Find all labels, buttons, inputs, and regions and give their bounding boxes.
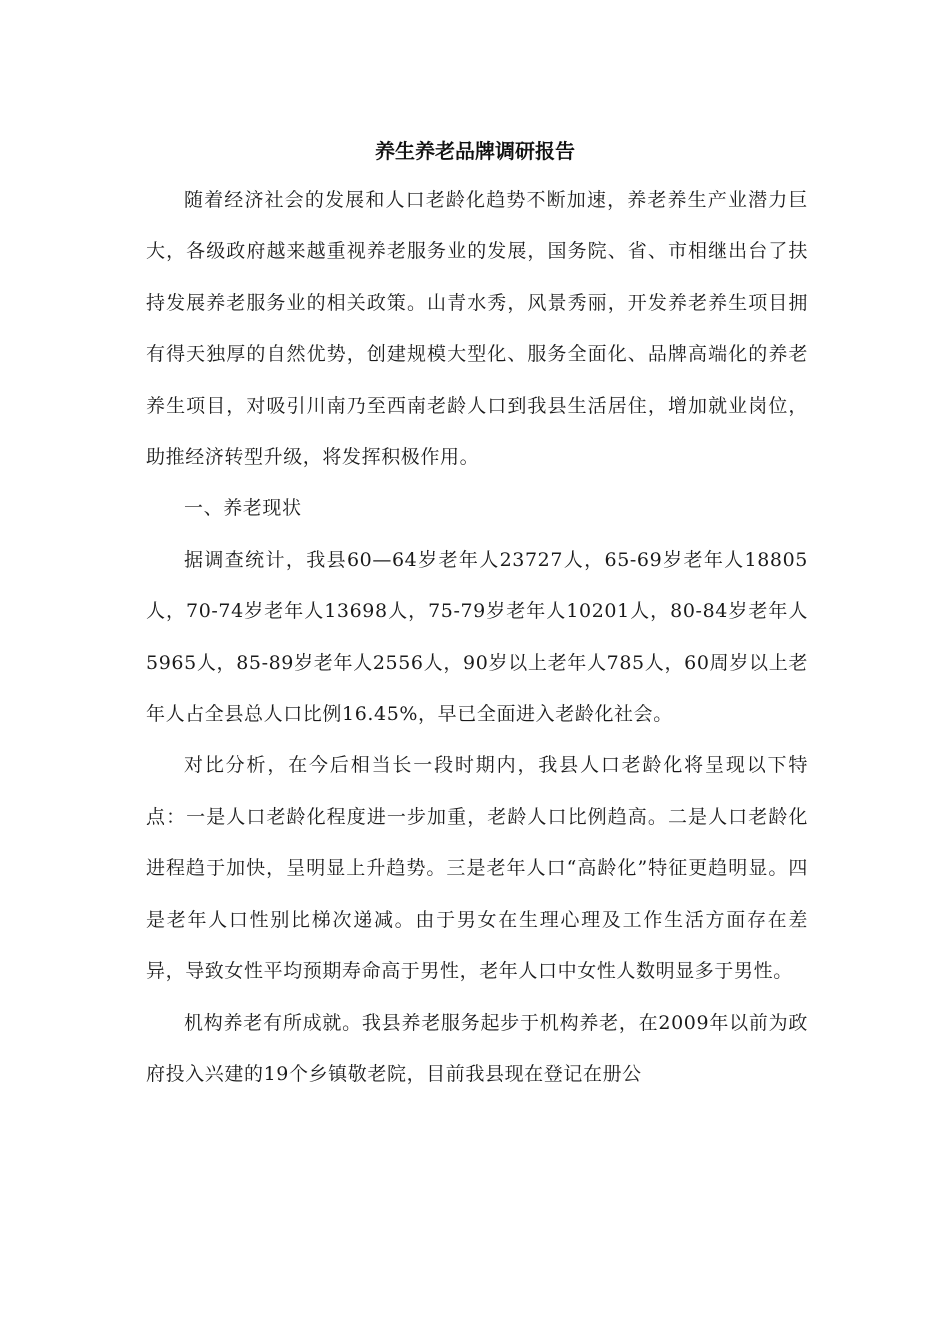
document-title: 养生养老品牌调研报告: [375, 139, 575, 163]
paragraph-analysis: 对比分析，在今后相当长一段时期内，我县人口老龄化将呈现以下特点：一是人口老龄化程度进一步加重，老龄人口比例趋高。二是人口老龄化进程趋于加快，呈明显上升趋势。三是老年人口“高龄化”特征更趋明显。四是老年人口性别比梯次递减。由于男女在生理心理及工作生活方面存在差异，导致女性平均预期寿命高于男性，老年人口中女性人数明显多于男性。: [146, 754, 808, 983]
document-body: [146, 175, 808, 1100]
paragraph-intro: 随着经济社会的发展和人口老龄化趋势不断加速，养老养生产业潜力巨大，各级政府越来越重视养老服务业的发展，国务院、省、市相继出台了扶持发展养老服务业的相关政策。山青水秀，风景秀丽，开发养老养生项目拥有得天独厚的自然优势，创建规模大型化、服务全面化、品牌高端化的养老养生项目，对吸引川南乃至西南老龄人口到我县生活居住，增加就业岗位，助推经济转型升级，将发挥积极作用。: [146, 189, 808, 469]
paragraph-institutions: 机构养老有所成就。我县养老服务起步于机构养老，在2009年以前为政府投入兴建的19个乡镇敬老院，目前我县现在登记在册公: [146, 1011, 808, 1085]
paragraph-statistics: 据调查统计，我县60—64岁老年人23727人，65-69岁老年人18805人，70-74岁老年人13698人，75-79岁老年人10201人，80-84岁老年人5965人，85-89岁老年人2556人，90岁以上老年人785人，60周岁以上老年人占全县总人口比例16.45%，早已全面进入老龄化社会。: [146, 548, 808, 726]
section-heading-status: 一、养老现状: [184, 497, 302, 520]
